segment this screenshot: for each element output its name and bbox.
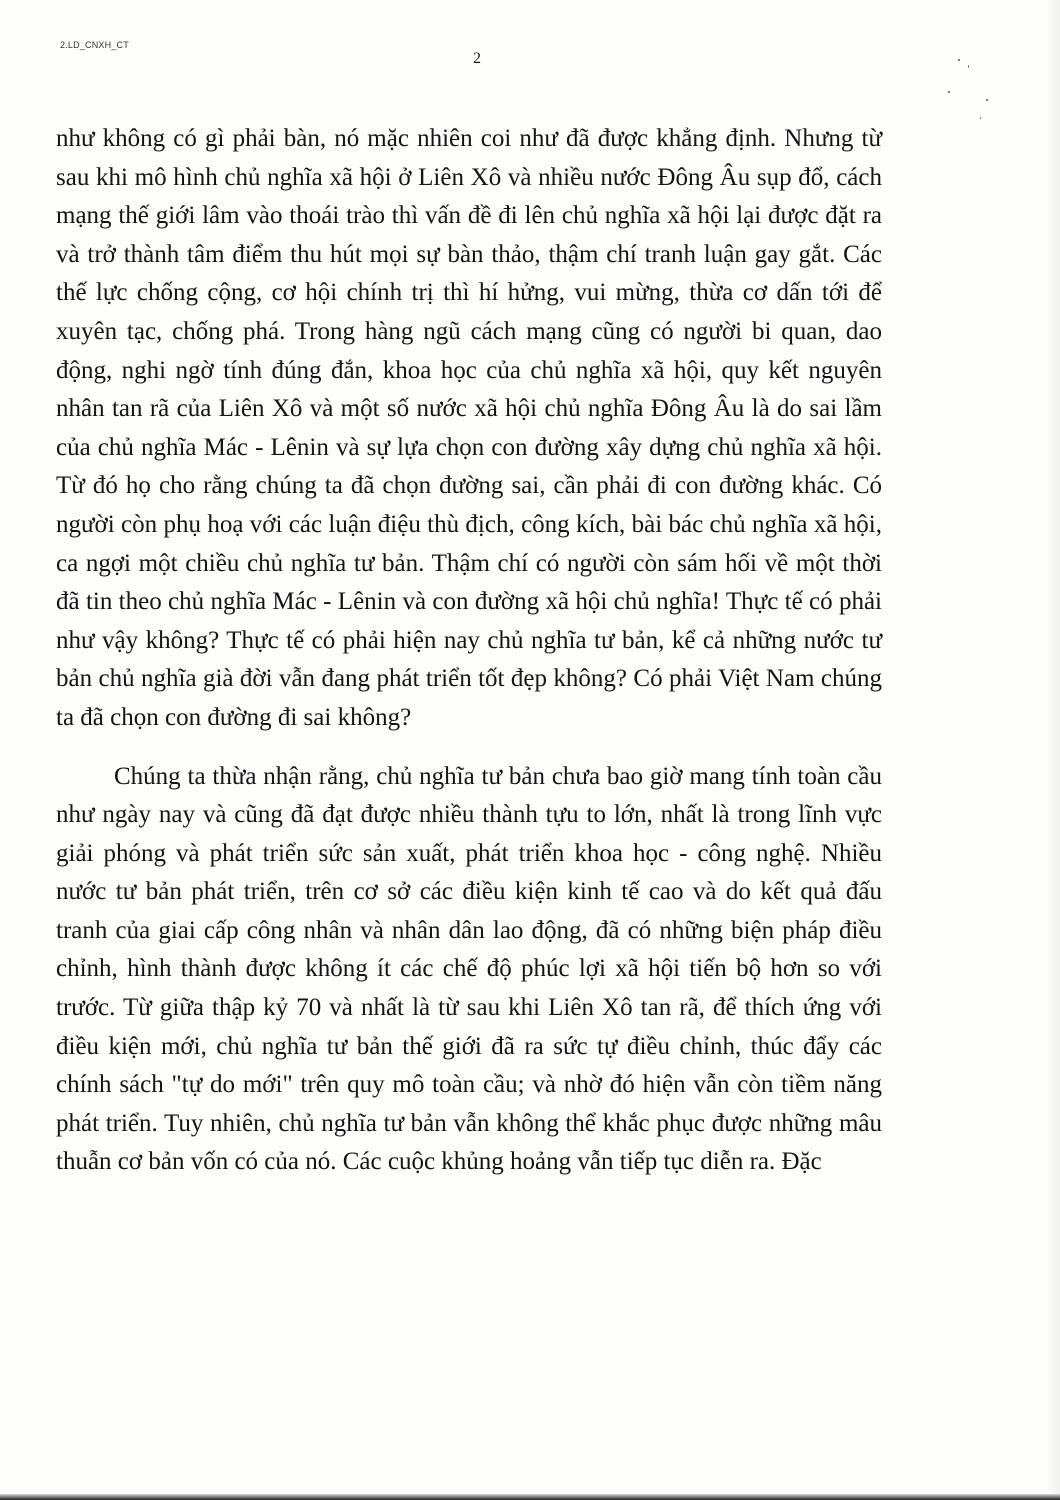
file-code-label: 2.LD_CNXH_CT bbox=[60, 40, 129, 50]
scan-speck bbox=[958, 59, 960, 61]
scan-specks bbox=[940, 55, 1000, 135]
paragraph-2: Chúng ta thừa nhận rằng, chủ nghĩa tư bản chưa bao giờ mang tính toàn cầu như ngày nay và cũng đã đạt được nhiều thành tựu to lớn, nhất là trong lĩnh vực giải phóng và phát triển sức sản xuất, phát triển khoa học - công nghệ. Nhiều nước tư bản phát triển, trên cơ sở các điều kiện kinh tế cao và do kết quả đấu tranh của giai cấp công nhân và nhân dân lao động, đã có những biện pháp điều chỉnh, hình thành được không ít các chế độ phúc lợi xã hội tiến bộ hơn so với trước. Từ giữa thập kỷ 70 và nhất là từ sau khi Liên Xô tan rã, để thích ứng với điều kiện mới, chủ nghĩa tư bản thế giới đã ra sức tự điều chỉnh, thúc đẩy các chính sách "tự do mới" trên quy mô toàn cầu; và nhờ đó hiện vẫn còn tiềm năng phát triển. Tuy nhiên, chủ nghĩa tư bản vẫn không thể khắc phục được những mâu thuẫn cơ bản vốn có của nó. Các cuộc khủng hoảng vẫn tiếp tục diễn ra. Đặc bbox=[56, 762, 882, 1176]
body-text bbox=[56, 120, 882, 1182]
scan-speck bbox=[986, 99, 988, 101]
scan-speck bbox=[968, 65, 969, 68]
scan-speck bbox=[980, 117, 981, 119]
scan-speck bbox=[948, 91, 950, 93]
paragraph-1: như không có gì phải bàn, nó mặc nhiên coi như đã được khẳng định. Nhưng từ sau khi mô hình chủ nghĩa xã hội ở Liên Xô và nhiều nước Đông Âu sụp đổ, cách mạng thế giới lâm vào thoái trào thì vấn đề đi lên chủ nghĩa xã hội lại được đặt ra và trở thành tâm điểm thu hút mọi sự bàn thảo, thậm chí tranh luận gay gắt. Các thế lực chống cộng, cơ hội chính trị thì hí hửng, vui mừng, thừa cơ dấn tới để xuyên tạc, chống phá. Trong hàng ngũ cách mạng cũng có người bi quan, dao động, nghi ngờ tính đúng đắn, khoa học của chủ nghĩa xã hội, quy kết nguyên nhân tan rã của Liên Xô và một số nước xã hội chủ nghĩa Đông Âu là do sai lầm của chủ nghĩa Mác - Lênin và sự lựa chọn con đường xây dựng chủ nghĩa xã hội. Từ đó họ cho rằng chúng ta đã chọn đường sai, cần phải đi con đường khác. Có người còn phụ hoạ với các luận điệu thù địch, công kích, bài bác chủ nghĩa xã hội, ca ngợi một chiều chủ nghĩa tư bản. Thậm chí có người còn sám hối về một thời đã tin theo chủ nghĩa Mác - Lênin và con đường xã hội chủ nghĩa! Thực tế có phải như vậy không? Thực tế có phải hiện nay chủ nghĩa tư bản, kể cả những nước tư bản chủ nghĩa già đời vẫn đang phát triển tốt đẹp không? Có phải Việt Nam chúng ta đã chọn con đường đi sai không? bbox=[56, 125, 882, 731]
scan-edge-shadow bbox=[1046, 0, 1060, 1500]
scan-bottom-edge bbox=[0, 1494, 1060, 1500]
page-number: 2 bbox=[473, 50, 481, 67]
